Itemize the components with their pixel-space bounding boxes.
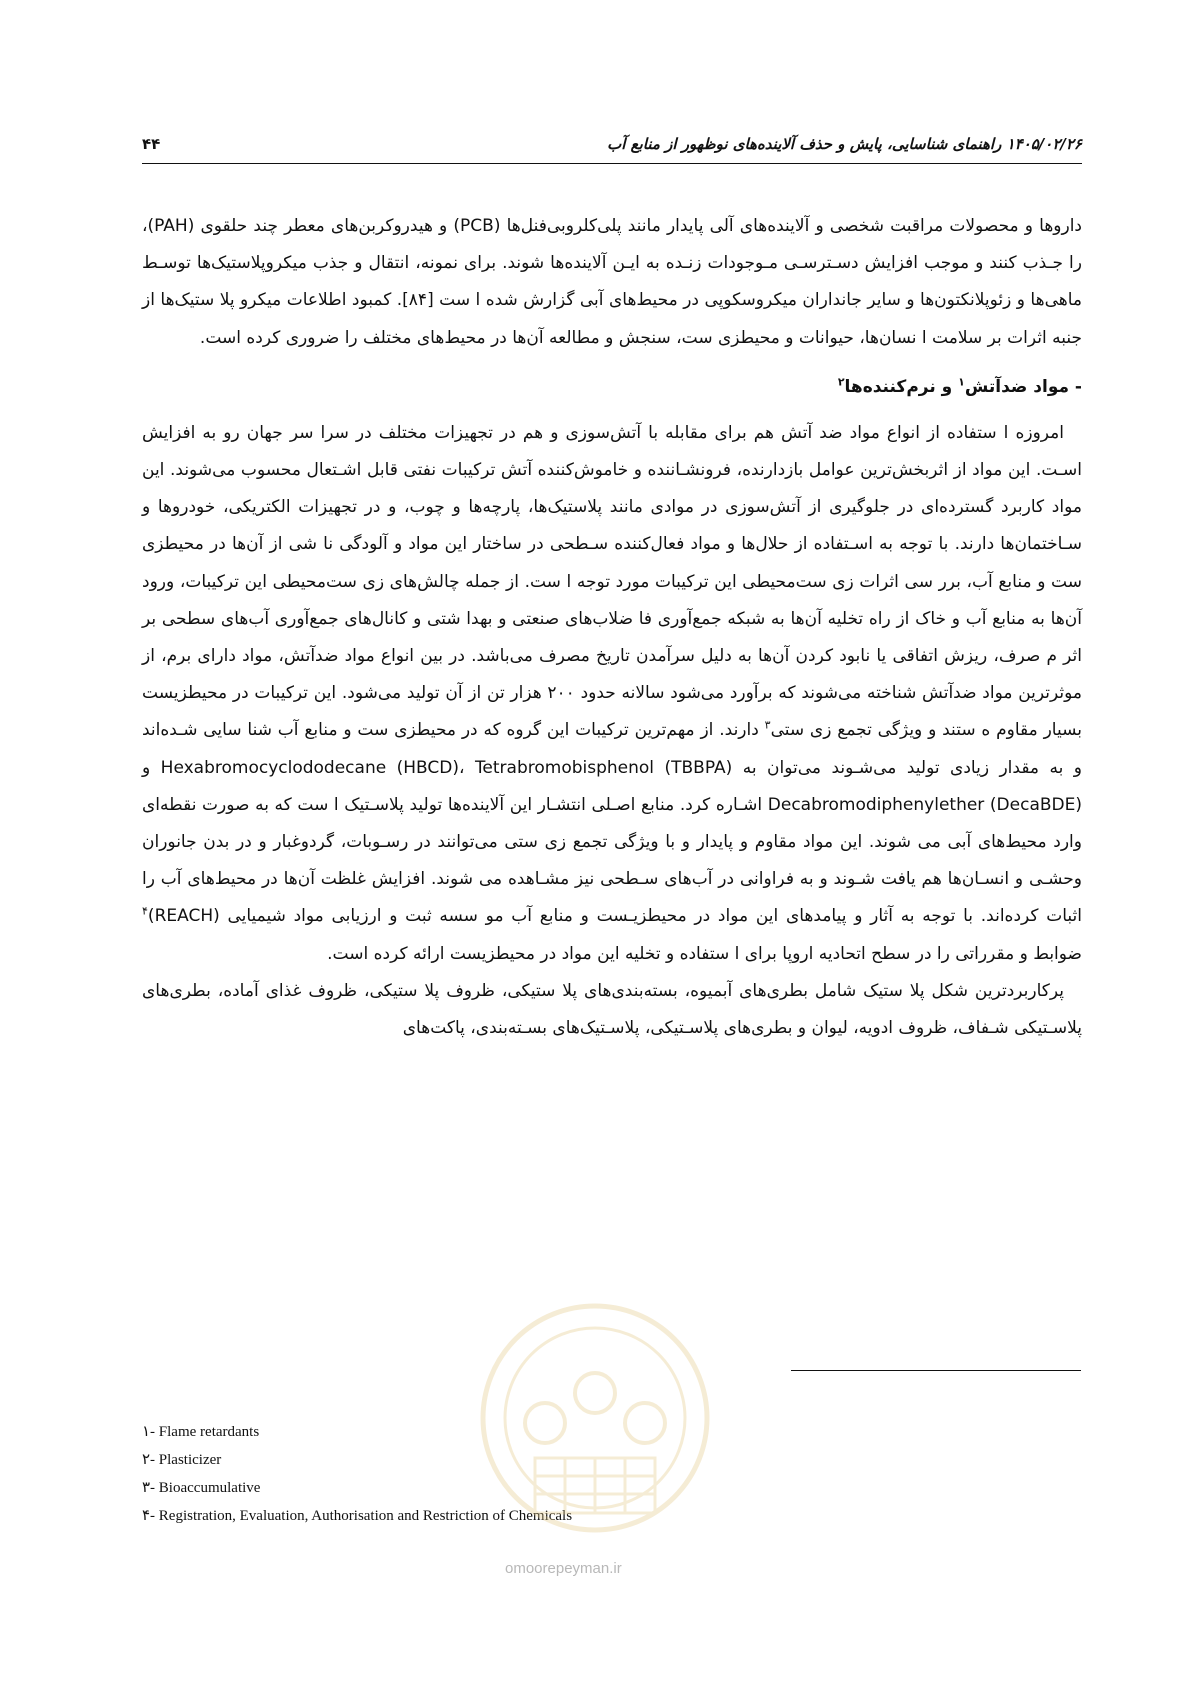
footnote-ref-3[interactable]: ۳	[764, 718, 771, 732]
section-heading-flame-retardants	[142, 371, 1082, 403]
paragraph-plastic-uses: پرکاربردترین شکل پلا ستیک شامل بطری‌های آبمیوه، بسته‌بندی‌های پلا ستیکی، ظروف پلا ستیکی، ظروف غذای آماده، بطری‌های پلاسـتیکی شـفاف، ظروف ادویه، لیوان و بطری‌های پلاسـتیکی، پلاسـتیک‌های بسـته‌بندی، پاکت‌های	[142, 980, 1082, 1039]
paragraph-text-a: امروزه ا ستفاده از انواع مواد ضد آتش هم برای مقابله با آتش‌سوزی و هم در تجهیزات مختلف در سرا سر جهان رو به افزایش اسـت. این مواد از اثربخش‌ترین عوامل بازدارنده، فرونشـاننده و خاموش‌کننده آتش ترکیبات نفتی قابل اشـتعال محسوب می‌شوند. این مواد کاربرد گسترده‌ای در جلوگیری از آتش‌سوزی در موادی مانند پلاستیک‌ها، پارچه‌ها و چوب، و در تجهیزات الکتریکی، خودروها و سـاختمان‌ها دارند. با توجه به اسـتفاده از حلال‌ها و مواد فعال‌کننده سـطحی در ساختار این مواد و آلودگی نا شی از آن‌ها در محیطزی ست و منابع آب، برر سی اثرات زی ست‌محیطی این ترکیبات مورد توجه ا ست. از جمله چالش‌های زی ست‌محیطی این ترکیبات، ورود آن‌ها به منابع آب و خاک از راه تخلیه آن‌ها به شبکه جمع‌آوری فا ضلاب‌های صنعتی و بهدا شتی و کانال‌های جمع‌آوری آب‌های سطحی بر اثر م صرف، ریزش اتفاقی یا نابود کردن آن‌ها به دلیل سرآمدن تاریخ مصرف می‌باشد. در بین انواع مواد ضدآتش، مواد دارای برم، از موثرترین مواد ضدآتش شناخته می‌شوند که برآورد می‌شود سالانه حدود ۲۰۰ هزار تن از آن تولید می‌شود. این ترکیبات در محیطزیست بسیار مقاوم ه ستند و ویژگی تجمع زی ستی	[142, 422, 1082, 741]
running-title: ۱۴۰۵/۰۲/۲۶ راهنمای شناسایی، پایش و حذف آلاینده‌های نوظهور از منابع آب	[607, 135, 1082, 153]
heading-text-a: - مواد ضدآتش	[964, 376, 1082, 397]
paragraph-text-c: ضوابط و مقرراتی را در سطح اتحادیه اروپا برای ا ستفاده و تخلیه این مواد در محیطزیست ارائه کرده است.	[327, 943, 1082, 964]
footnotes	[142, 1418, 702, 1530]
footnote-divider	[791, 1370, 1081, 1371]
footnote-1: ۱- Flame retardants	[142, 1424, 260, 1440]
footnote-4: ۴- Registration, Evaluation, Authorisation and Restriction of Chemicals	[142, 1508, 573, 1524]
paragraph-text-b: دارند. از مهم‌ترین ترکیبات این گروه که در محیطزی ست و منابع آب شنا سایی شـده‌اند و به مقدار زیادی تولید می‌شـوند می‌توان به Hexabromocyclododecane (HBCD)، Tetrabromobisphenol (TBBPA) و Decabromodiphenylether (DecaBDE) اشـاره کرد. منابع اصـلی انتشـار این آلاینده‌ها تولید پلاسـتیک ا ست که به صورت نقطه‌ای وارد محیط‌های آبی می شوند. این مواد مقاوم و پایدار و با ویژگی تجمع زی ستی می‌توانند در رسـوبات، گردوغبار و در بدن جانوران وحشـی و انسـان‌ها هم یافت شـوند و به فراوانی در آب‌های سـطحی نیز مشـاهده می شوند. افزایش غلظت آن‌ها در محیط‌های آب را اثبات کرده‌اند. با توجه به آثار و پیامدهای این مواد در محیطزیـست و منابع آب مو سسه ثبت و ارزیابی مواد شیمیایی (REACH)	[142, 720, 1082, 927]
page-header	[142, 130, 1082, 158]
heading-text-b: و نرم‌کننده‌ها	[844, 376, 959, 397]
footnote-ref-1[interactable]: ۱	[958, 375, 965, 389]
main-text	[142, 208, 1082, 1047]
paragraph-microplastics: داروها و محصولات مراقبت شخصی و آلاینده‌های آلی پایدار مانند پلی‌کلروبی‌فنل‌ها (PCB) و هیدروکربن‌های معطر چند حلقوی (PAH)، را جـذب کنند و موجب افزایش دسـترسـی مـوجودات زنـده به ایـن آلاینده‌ها شوند. برای نمونه، انتقال و جذب میکروپلاستیک‌ها توسـط ماهی‌ها و زئوپلانکتون‌ها و سایر جانداران میکروسکوپی در محیط‌های آبی گزارش شده ا ست [۸۴]. کمبود اطلاعات میکرو پلا ستیک‌ها از جنبه اثرات بر سلامت ا نسان‌ها، حیوانات و محیطزی ست، سنجش و مطالعه آن‌ها در محیط‌های مختلف را ضروری کرده است.	[142, 216, 1082, 348]
header-divider	[142, 163, 1082, 164]
watermark-text: omoorepeyman.ir	[505, 1560, 622, 1577]
footnote-ref-2[interactable]: ۲	[837, 375, 845, 389]
paragraph-flame-retardants	[142, 415, 1082, 973]
footnote-2: ۲- Plasticizer	[142, 1452, 222, 1468]
page-number: ۴۴	[142, 135, 161, 153]
footnote-3: ۳- Bioaccumulative	[142, 1480, 261, 1496]
footnote-ref-4[interactable]: ۴	[142, 904, 148, 918]
